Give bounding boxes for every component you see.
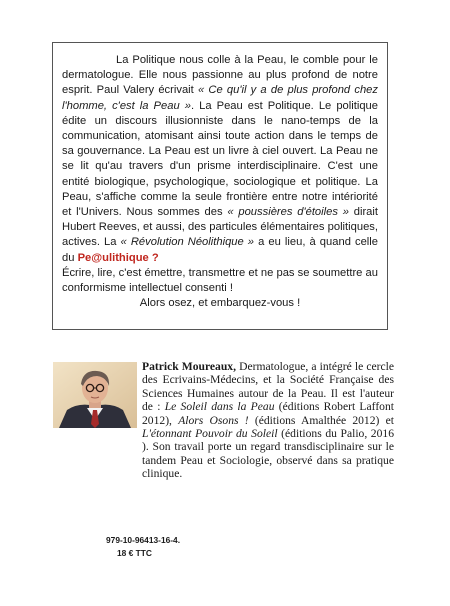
bio-text: (éditions Amalthée 2012) et (248, 413, 394, 427)
author-name: Patrick Moureaux, (142, 360, 236, 373)
revolution-quote: « Révolution Néolithique » (120, 236, 255, 249)
book-title: Le Soleil dans la Peau (164, 400, 275, 414)
book-title: Alors Osons ! (178, 413, 249, 427)
blurb-text: . La Peau est Politique. Le politique édite un discours illusionniste dans le nano-temps de la communication, atomisant ainsi toute action dans le temps de sa gouvernance. La Peau est un livre à ciel ouvert. La Peau ne se lit qu'au travers d'un prisme interdisciplinaire. C'est une entité biologique, psychologique, sociologique et politique. La Peau, s'affiche comme la seule frontière entre notre intériorité et l'Univers. Nous sommes des (62, 99, 378, 219)
blurb-closing-line: Alors osez, et embarquez-vous ! (139, 297, 301, 310)
isbn: 979-10-96413-16-4. (106, 535, 181, 545)
back-cover-blurb (52, 42, 388, 330)
blurb-text: La Politique nous colle à la Peau, le comble pour le dermatologue. Elle nous passionne au plus profond de notre esprit. Paul Valery écrivait (62, 54, 378, 97)
blurb-text: a eu lieu, à quand celle du (62, 236, 378, 264)
valery-quote: « Ce qu'il y a de plus profond chez l'homme, c'est la Peau » (62, 84, 378, 112)
price: 18 € TTC (117, 548, 152, 558)
bio-text: Dermatologue, a intégré le cercle des Ecrivains-Médecins, et la Société Française des Sciences Humaines autour de la Peau. Il est l'auteur de : (142, 360, 395, 414)
blurb-paragraph-main (62, 53, 378, 266)
book-title: L'étonnant Pouvoir du Soleil (142, 427, 278, 441)
author-bio (54, 360, 394, 481)
bio-text: (éditions du Palio, 2016 ). Son travail porte un regard transdisciplinaire sur le tandem Peau et Sociologie, observé dans sa pratique clinique. (142, 427, 394, 481)
blurb-paragraph-second: Écrire, lire, c'est émettre, transmettre et ne pas se soumettre au conformisme intellectuel consenti ! (62, 266, 378, 295)
highlight-term: Pe@ulithique ? (77, 251, 159, 264)
blurb-text: dirait Hubert Reeves, et aussi, des particules élémentaires politiques, actives. La (62, 206, 378, 249)
bio-text: (éditions Robert Laffont 2012), (142, 400, 394, 427)
author-bio-text (54, 360, 394, 481)
reeves-quote: « poussières d'étoiles » (227, 206, 349, 219)
